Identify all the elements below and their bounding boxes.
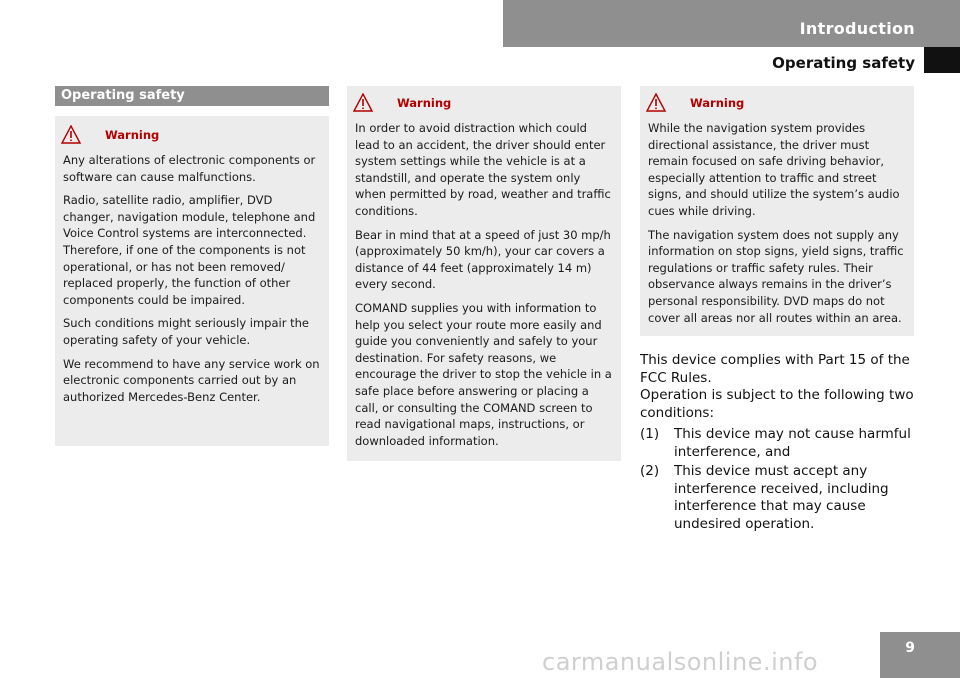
list-number: (2) <box>640 463 660 479</box>
section-title: Operating safety <box>61 88 185 103</box>
watermark: carmanualsonline.info <box>542 648 819 676</box>
warning-triangle-icon <box>646 93 666 113</box>
page-number-box <box>880 632 960 678</box>
fcc-intro-2: Operation is subject to the following two conditions: <box>640 387 914 421</box>
header-title: Introduction <box>799 19 915 38</box>
fcc-condition-1 <box>640 426 920 461</box>
warning-paragraph: The navigation system does not supply any information on stop signs, yield signs, traffic regulations or traffic safety rules. Their observance always remains in the driver’s personal responsibility. DVD maps do not cover all areas nor all routes within an area. <box>648 227 904 325</box>
warning-paragraph: Bear in mind that at a speed of just 30 mp/h (approximately 50 km/h), your car covers a distance of 44 feet (approximately 14 m) every second. <box>355 227 611 292</box>
warning-paragraph: While the navigation system provides directional assistance, the driver must remain focused on safe driving behavior, especially attention to traffic and street signs, and should utilize the system’s audio cues while driving. <box>648 121 900 218</box>
warning-box-1 <box>55 116 329 446</box>
section-heading-bar <box>55 86 329 106</box>
warning-header <box>648 92 906 114</box>
warning-paragraph: COMAND supplies you with information to help you select your route more easily and guide you conveniently and safely to your destination. For safety reasons, we encourage the driver to stop the vehicle in a safe place before answering or placing a call, or consulting the COMAND screen to read navigational maps, instructions, or downloaded information. <box>355 300 612 448</box>
fcc-condition-2 <box>640 463 920 533</box>
list-text: This device must accept any interference received, including interference that may cause undesired operation. <box>674 463 889 532</box>
list-number: (1) <box>640 426 660 442</box>
warning-box-3 <box>640 86 914 336</box>
warning-triangle-icon <box>353 93 373 113</box>
warning-paragraph: We recommend to have any service work on electronic components carried out by an authorized Mercedes-Benz Center. <box>63 356 320 404</box>
warning-header <box>63 124 321 146</box>
warning-triangle-icon <box>61 125 81 145</box>
fcc-statement <box>640 352 920 533</box>
warning-label: Warning <box>690 95 745 110</box>
header-subtitle: Operating safety <box>772 54 915 72</box>
page-number: 9 <box>905 640 915 656</box>
warning-header <box>355 92 613 114</box>
warning-box-2 <box>347 86 621 461</box>
fcc-intro: This device complies with Part 15 of the FCC Rules. <box>640 352 910 386</box>
header-tab-marker <box>924 47 960 73</box>
warning-paragraph: Such conditions might seriously impair the operating safety of your vehicle. <box>63 316 309 347</box>
warning-label: Warning <box>105 127 160 142</box>
warning-paragraph: In order to avoid distraction which could lead to an accident, the driver should enter system settings while the vehicle is at a standstill, and operate the system only when permitted by road, weather and traffic conditions. <box>355 121 611 218</box>
list-text: This device may not cause harmful interference, and <box>674 426 911 460</box>
warning-paragraph: Any alterations of electronic components or software can cause malfunctions. <box>63 153 316 184</box>
warning-paragraph: Radio, satellite radio, amplifier, DVD changer, navigation module, telephone and Voice Control systems are interconnected. Therefore, if one of the components is not operational, or has not been removed/ replaced properly, the function of other components could be impaired. <box>63 193 316 307</box>
header-bar <box>503 0 960 47</box>
warning-label: Warning <box>397 95 452 110</box>
